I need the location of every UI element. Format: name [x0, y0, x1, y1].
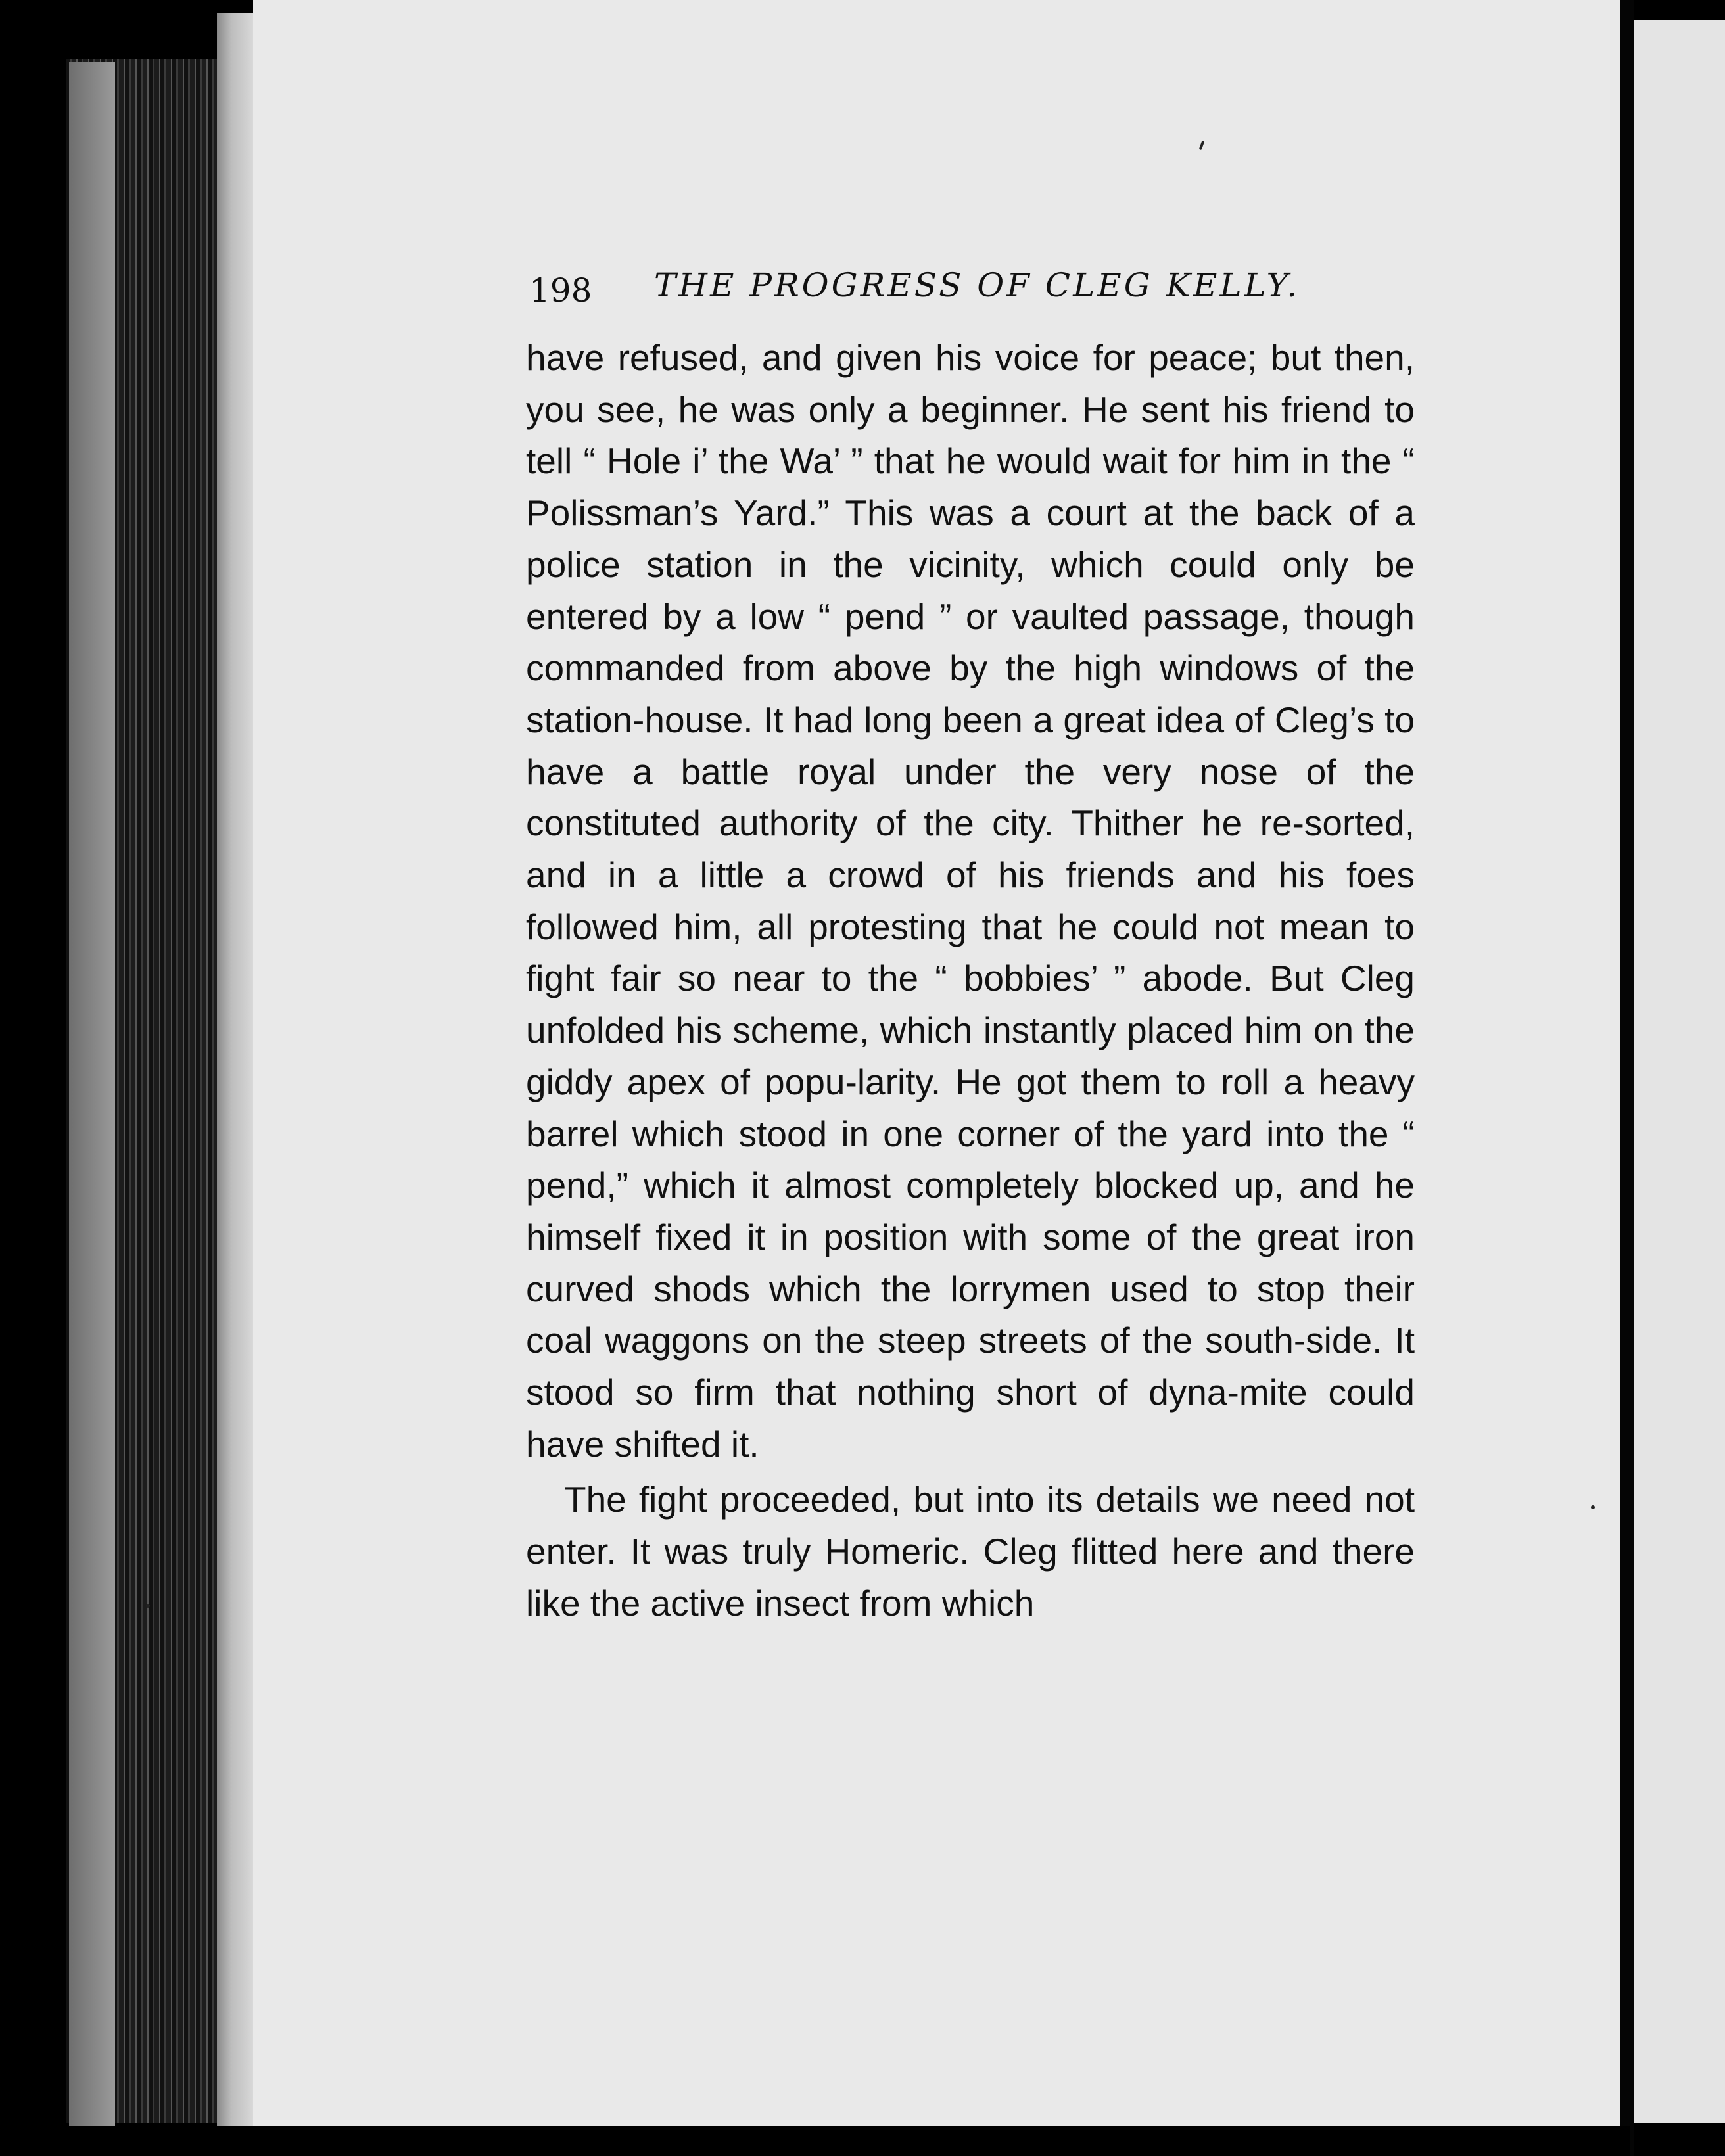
running-title: THE PROGRESS OF CLEG KELLY.	[654, 266, 1300, 304]
paragraph: have refused, and given his voice for peace; but then, you see, he was only a beginner. He sent his friend to tell “ Hole i’ the Wa’ ” that he would wait for him in the “ Polissman’s Yard.” This was a court at the back of a police station in the vicinity, which could only be entered by a low “ pend ” or vaulted passage, though commanded from above by the high windows of the station-house. It had long been a great idea of Cleg’s to have a battle royal under the very nose of the constituted authority of the city. Thither he re-sorted, and in a little a crowd of his friends and his foes followed him, all protesting that he could not mean to fight fair so near to the “ bobbies’ ” abode. But Cleg unfolded his scheme, which instantly placed him on the giddy apex of popu-larity. He got them to roll a heavy barrel which stood in one corner of the yard into the “ pend,” which it almost completely blocked up, and he himself fixed it in position with some of the great iron curved shods which the lorrymen used to stop their coal waggons on the steep streets of the south-side. It stood so firm that nothing short of dyna-mite could have shifted it.	[526, 337, 1415, 1465]
bottom-border	[118, 2126, 1630, 2156]
page-number: 198	[529, 271, 592, 310]
page-edge-inner	[217, 13, 253, 2136]
scan-speck	[1591, 1505, 1595, 1509]
scan-speck	[146, 1604, 150, 1608]
running-head	[529, 266, 1318, 319]
page-edge-shadow	[69, 62, 115, 2126]
page-gutter	[1620, 0, 1634, 2156]
paragraph: The fight proceeded, but into its details we need not enter. It was truly Homeric. Cleg flitted here and there like the active insect from which	[526, 1479, 1415, 1624]
facing-page-sliver	[1634, 20, 1725, 2123]
body-text	[526, 332, 1415, 1629]
